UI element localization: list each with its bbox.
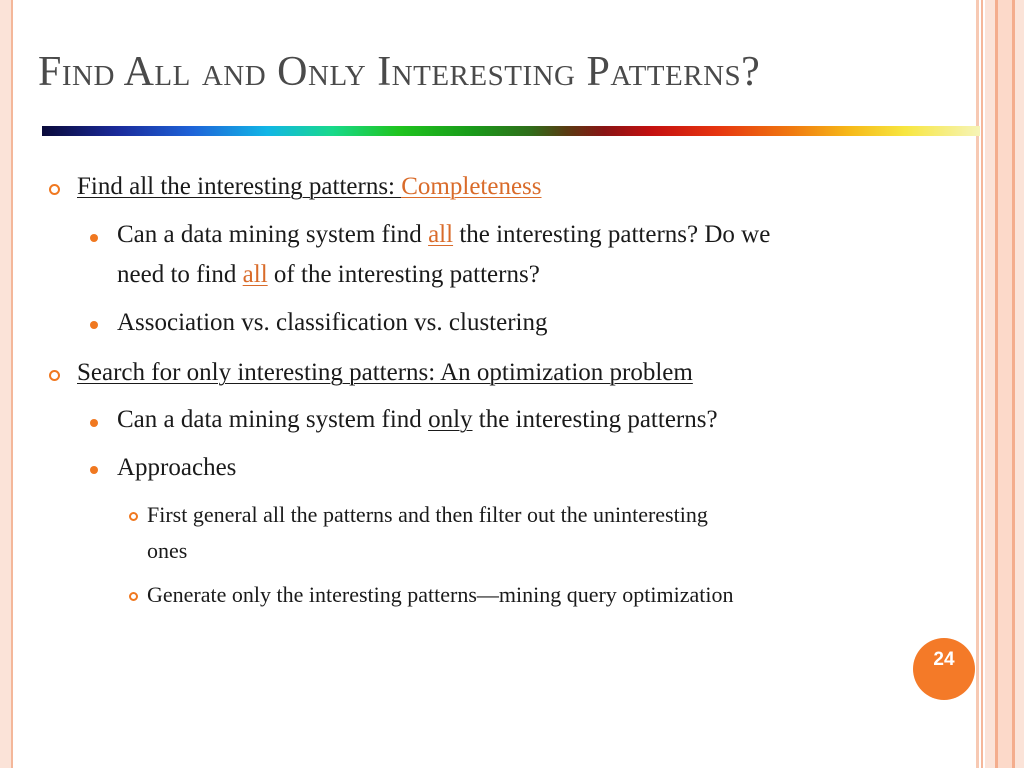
only-emphasis: only <box>428 406 473 433</box>
slide-title: Find All and Only Interesting Patterns? <box>38 49 761 95</box>
sub-sub-bullet-filter: First general all the patterns and then filter out the uninteresting <box>147 502 708 527</box>
completeness-link[interactable]: Completeness <box>401 173 542 200</box>
text-segment: the interesting patterns? <box>472 406 718 433</box>
sub-bullet-line <box>117 221 770 249</box>
text-segment: of the interesting patterns? <box>267 261 540 288</box>
sub-bullet-only <box>117 406 718 434</box>
title-rainbow-rule <box>42 126 980 136</box>
sub-bullet-association: Association vs. classification vs. clustering <box>117 309 548 336</box>
sub-bullet-approaches: Approaches <box>117 454 237 481</box>
text-segment: the interesting patterns? Do we <box>453 221 771 248</box>
sub-bullet-line-continued <box>117 261 540 289</box>
bullet-dot-icon <box>90 321 98 329</box>
text-segment: Can a data mining system find <box>117 221 429 248</box>
bullet-dot-icon <box>90 466 98 474</box>
bullet-ring-icon <box>49 184 60 195</box>
page-number-badge: 24 <box>913 638 975 700</box>
bullet-optimization <box>77 359 693 387</box>
bullet-dot-icon <box>90 419 98 427</box>
bullet-ring-icon <box>129 592 138 601</box>
sub-sub-bullet-generate: Generate only the interesting patterns—mining query optimization <box>147 582 734 607</box>
left-border-strip <box>0 0 12 768</box>
bullet-text: Find all the interesting patterns: <box>77 173 402 200</box>
bullet-text: Search for only interesting patterns: An optimization problem <box>77 359 693 386</box>
all-link[interactable]: all <box>242 261 268 288</box>
sub-sub-bullet-filter-continued: ones <box>147 538 188 563</box>
all-link[interactable]: all <box>428 221 454 248</box>
bullet-dot-icon <box>90 234 98 242</box>
text-segment: Can a data mining system find <box>117 406 429 433</box>
text-segment: need to find <box>117 261 243 288</box>
right-border-stripes <box>976 0 1024 768</box>
bullet-ring-icon <box>129 512 138 521</box>
bullet-completeness <box>77 173 542 201</box>
bullet-ring-icon <box>49 370 60 381</box>
